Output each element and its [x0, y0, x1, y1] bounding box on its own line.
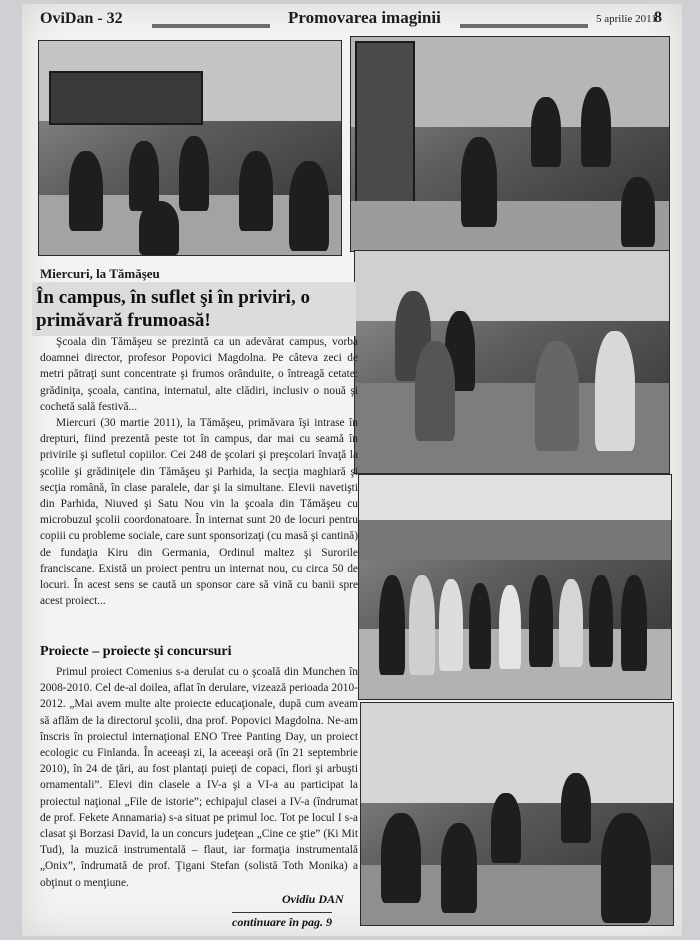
issue-date: 5 aprilie 2011 — [596, 13, 657, 25]
article-headline: În campus, în suflet şi în priviri, o primăvară frumoasă! — [32, 282, 356, 336]
article-paragraph: Şcoala din Tămăşeu se prezintă ca un adevărat campus, vorba doamnei director, profesor Popovici Magdolna. Pe câteva zeci de metri pătraţi sunt concentrate şi frumos orânduite, o întreagă cetate: grădiniţa, şcoala, cantina, internatul, alte clădiri, inclusiv o nouă şi cochetă sală festivă... — [40, 336, 358, 413]
header-rule-right — [460, 24, 588, 28]
newspaper-page — [22, 4, 682, 936]
article-body-intro — [40, 334, 358, 609]
article-subheading: Proiecte – proiecte şi concursuri — [40, 644, 232, 659]
continued-note: continuare în pag. 9 — [232, 912, 332, 930]
section-title: Promovarea imaginii — [288, 8, 441, 27]
page-header — [40, 10, 668, 32]
photo-classroom-circle — [38, 40, 342, 256]
article-kicker: Miercuri, la Tămăşeu — [40, 266, 160, 281]
article-paragraph: Primul proiect Comenius s-a derulat cu o şcoală din Munchen în 2008-2010. Cel de-al doilea, aflat în derulare, vizează perioada 2010-2012. „Mai avem multe alte proiecte educaţionale, după cum aveam să aflăm de la directorul şcolii, dna prof. Popovici Magdolna. Ne-am înscris în proiectul internaţional ENO Tree Panting Day, un proiect ecologic cu Finlanda. În aceeaşi zi, la aceeaşi oră (în 21 septembrie 2010), în 24 de ţări, au fost plantaţi puieţi de copaci, flori şi arbuşti ornamentali”. Elevi din clasele a IV-a şi a VI-a au participat la proiectul naţional „File de istorie”; echipajul clasei a IV-a (îndrumat de prof. Fekete Annamaria) s-a situat pe primul loc. Tot pe locul I s-a clasat şi Borzasi David, la un concurs judeţean „Cine ce ştie” (Ki Mit Tud), la muzică instrumentală – flaut, iar formaţia instrumentală „Onix”, îndrumată de prof. Ţigani Stefan (solistă Toth Monika) a obţinut o menţiune. — [40, 666, 358, 889]
article-author: Ovidiu DAN — [282, 892, 344, 906]
article-paragraph: Miercuri (30 martie 2011), la Tămăşeu, primăvara îşi intrase în drepturi, fiind prezentă peste tot în campus, dar mai cu seamă în privirile şi sufletul copiilor. Cei 248 de şcolari şi preşcolari învaţă la şcolile şi grădiniţele din Tămăşeu şi Parhida, la secţia maghiară şi secţia română, în clase paralele, dar şi la simultane. Elevii navetişti din Parhida, Niuved şi Satu Nou vin la şcoala din Tămăşeu cu microbuzul şcolii coordonatoare. În internat sunt 20 de locuri pentru copiii cu probleme sociale, care sunt sponsorizaţi (cu masă şi cantină) de fundaţia Kiru din Germania, Ordinul maltez şi Surorile franciscane. Există un proiect pentru un internat nou, cu circa 50 de locuri. În acest sens se caută un sponsor care să vină cu banii spre acest proiect... — [40, 417, 358, 608]
header-rule-left — [152, 24, 270, 28]
photo-playground-sandbox — [354, 250, 670, 474]
article-body-projects — [40, 664, 358, 891]
publication-title: OviDan - 32 — [40, 10, 123, 27]
photo-classroom-bottom — [360, 702, 674, 926]
photo-group-outdoors — [358, 474, 672, 700]
photo-classroom-desks — [350, 36, 670, 252]
page-number: 8 — [654, 9, 662, 26]
